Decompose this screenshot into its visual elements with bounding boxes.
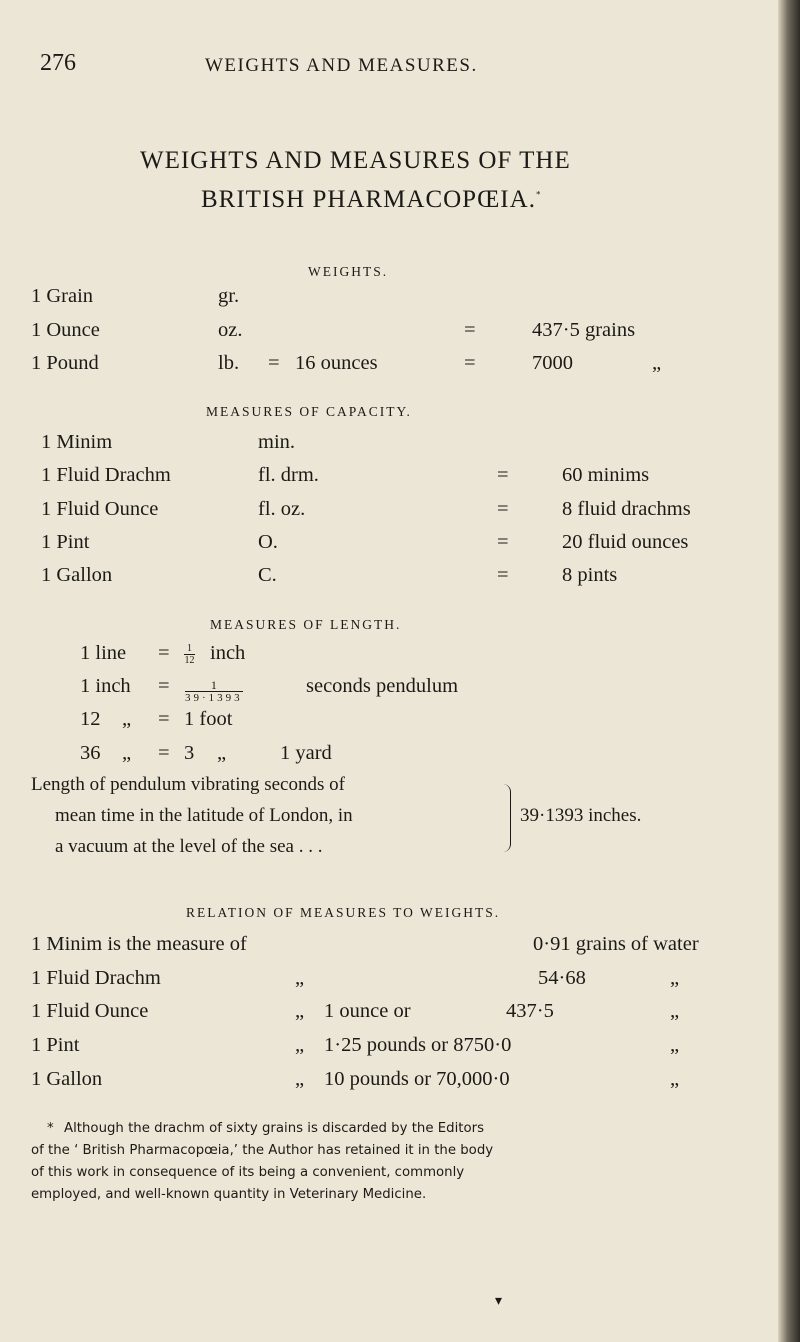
inch-text: seconds pendulum: [306, 675, 459, 697]
pendulum-line-2: mean time in the latitude of London, in: [55, 805, 353, 826]
relation-mid: 10 pounds or 70,000·0: [324, 1068, 510, 1090]
length-heading: MEASURES OF LENGTH.: [210, 617, 402, 632]
footnote-line-1: Although the drachm of sixty grains is discarded by the Editors: [64, 1121, 485, 1136]
capacity-abbr: C.: [258, 564, 277, 586]
equals-sign: =: [464, 352, 476, 374]
relation-mid: 1·25 pounds or 8750·0: [324, 1034, 512, 1056]
ditto-mark: „: [670, 1068, 680, 1090]
page-number: 276: [40, 50, 76, 76]
footnote-line-4: employed, and well-known quantity in Veterinary Medicine.: [31, 1187, 427, 1202]
ditto-mark: „: [295, 1000, 305, 1022]
weights-unit: 1 Grain: [31, 285, 94, 307]
inch-label: 1 inch: [80, 675, 131, 697]
equals-sign: =: [497, 498, 509, 520]
ditto-mark: „: [217, 742, 227, 764]
relation-item: 1 Minim is the measure of: [31, 933, 247, 955]
relation-heading: RELATION OF MEASURES TO WEIGHTS.: [186, 905, 501, 920]
capacity-unit: 1 Fluid Drachm: [41, 464, 171, 486]
equals-sign: =: [497, 464, 509, 486]
foot-count: 12: [80, 708, 101, 730]
ditto-mark: „: [670, 1000, 680, 1022]
capacity-abbr: fl. drm.: [258, 464, 319, 486]
ditto-mark: „: [670, 967, 680, 989]
equals-sign: =: [158, 742, 170, 764]
weights-unit: 1 Pound: [31, 352, 99, 374]
line-label: 1 line: [80, 642, 127, 664]
brace-mark: [500, 784, 511, 852]
page-edge-shadow: [778, 0, 800, 1342]
weights-heading: WEIGHTS.: [308, 264, 389, 279]
weights-abbr: lb.: [218, 352, 240, 374]
footnote-line-2: of the ‘ British Pharmacopœia,’ the Author has retained it in the body: [31, 1143, 494, 1158]
capacity-abbr: O.: [258, 531, 278, 553]
inch-fraction: $\frac{1}{39\cdot 1393}$: [185, 678, 243, 704]
ditto-mark: „: [295, 967, 305, 989]
ditto-mark: „: [670, 1034, 680, 1056]
weights-equiv: 16 ounces: [295, 352, 378, 374]
capacity-abbr: fl. oz.: [258, 498, 306, 520]
line-unit: inch: [210, 642, 246, 664]
capacity-heading: MEASURES OF CAPACITY.: [206, 404, 412, 419]
capacity-unit: 1 Pint: [41, 531, 90, 553]
capacity-unit: 1 Gallon: [41, 564, 113, 586]
relation-mid: 1 ounce or: [324, 1000, 411, 1022]
weights-abbr: gr.: [218, 285, 240, 307]
running-title: WEIGHTS AND MEASURES.: [205, 55, 478, 76]
capacity-unit: 1 Fluid Ounce: [41, 498, 159, 520]
relation-value: 437·5: [506, 1000, 554, 1022]
footnote-line-3: of this work in consequence of its being a convenient, commonly: [31, 1165, 465, 1180]
relation-value: 0·91 grains of water: [533, 933, 699, 955]
weights-unit: 1 Ounce: [31, 319, 100, 341]
equals-sign: =: [497, 531, 509, 553]
yard-result: 1 yard: [280, 742, 332, 764]
equals-sign: =: [464, 319, 476, 341]
line-fraction: $\frac{1}{12}$: [184, 643, 195, 666]
capacity-equiv: 8 pints: [562, 564, 618, 586]
weights-equiv: 437·5 grains: [532, 319, 636, 341]
capacity-equiv: 20 fluid ounces: [562, 531, 689, 553]
footnote-asterisk: *: [47, 1121, 54, 1136]
foot-value: 1 foot: [184, 708, 233, 730]
equals-sign: =: [158, 675, 170, 697]
equals-sign: =: [497, 564, 509, 586]
main-title-line-1: WEIGHTS AND MEASURES OF THE: [140, 147, 571, 174]
capacity-unit: 1 Minim: [41, 431, 113, 453]
ditto-mark: „: [122, 742, 132, 764]
yard-value: 3: [184, 742, 195, 764]
equals-sign: =: [268, 352, 280, 374]
equals-sign: =: [158, 642, 170, 664]
capacity-abbr: min.: [258, 431, 296, 453]
relation-value: 54·68: [538, 967, 586, 989]
relation-item: 1 Gallon: [31, 1068, 103, 1090]
weights-equiv: 7000: [532, 352, 573, 374]
ditto-mark: „: [295, 1068, 305, 1090]
capacity-equiv: 8 fluid drachms: [562, 498, 691, 520]
pendulum-value: 39·1393 inches.: [520, 805, 642, 826]
weights-abbr: oz.: [218, 319, 243, 341]
ditto-mark: „: [652, 352, 662, 374]
ditto-mark: „: [295, 1034, 305, 1056]
equals-sign: =: [158, 708, 170, 730]
yard-count: 36: [80, 742, 101, 764]
relation-item: 1 Pint: [31, 1034, 80, 1056]
relation-item: 1 Fluid Drachm: [31, 967, 161, 989]
pendulum-line-3: a vacuum at the level of the sea . . .: [55, 836, 323, 857]
printer-mark-icon: ▾: [495, 1294, 503, 1309]
pendulum-line-1: Length of pendulum vibrating seconds of: [31, 774, 345, 795]
relation-item: 1 Fluid Ounce: [31, 1000, 149, 1022]
main-title-line-2: BRITISH PHARMACOPŒIA.*: [201, 186, 542, 213]
capacity-equiv: 60 minims: [562, 464, 650, 486]
ditto-mark: „: [122, 708, 132, 730]
